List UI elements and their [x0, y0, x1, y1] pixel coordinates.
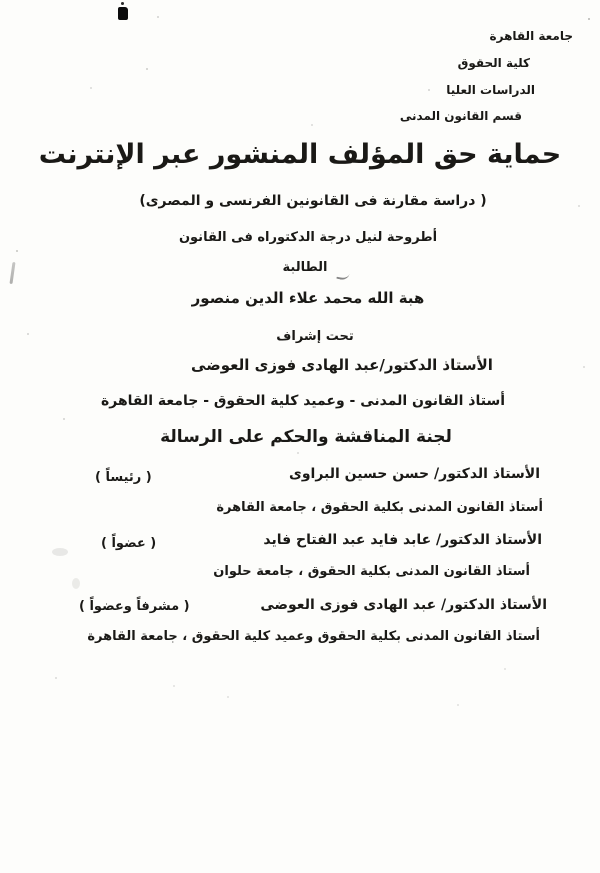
supervisor-title: أستاذ القانون المدنى - وعميد كلية الحقوق - جامعة القاهرة: [100, 393, 506, 409]
noise-speck: [157, 16, 159, 18]
noise-speck: [16, 250, 18, 252]
supervision-label: تحت إشراف: [276, 329, 354, 344]
department-name: قسم القانون المدنى: [399, 109, 522, 123]
thesis-title: حماية حق المؤلف المنشور عبر الإنترنت: [38, 139, 562, 170]
noise-speck: [311, 124, 313, 126]
graduate-studies-label: الدراسات العليا: [446, 83, 535, 97]
member-title: أستاذ القانون المدنى بكلية الحقوق ، جامعة حلوان: [213, 564, 530, 579]
member-role: ( رئيساً ): [95, 470, 152, 485]
member-role: ( عضواً ): [101, 536, 157, 551]
supervisor-name: الأستاذ الدكتور/عبد الهادى فوزى العوضى: [191, 356, 493, 374]
noise-speck: [588, 18, 590, 20]
noise-speck: [504, 668, 506, 670]
member-title: أستاذ القانون المدنى بكلية الحقوق وعميد كلية الحقوق ، جامعة القاهرة: [87, 629, 540, 644]
noise-speck: [173, 685, 175, 687]
committee-heading: لجنة المناقشة والحكم على الرسالة: [160, 427, 452, 447]
member-name: الأستاذ الدكتور/ عبد الهادى فوزى العوضى: [260, 597, 547, 613]
noise-speck: [90, 87, 92, 89]
noise-speck: [63, 418, 65, 420]
member-name: الأستاذ الدكتور/ حسن حسين البراوى: [289, 466, 540, 482]
ink-blot: [118, 7, 128, 20]
university-name: جامعة القاهرة: [489, 29, 573, 43]
degree-statement: أطروحة لنيل درجة الدكتوراه فى القانون: [178, 230, 438, 245]
noise-speck: [428, 89, 430, 91]
scan-smudge: [52, 548, 68, 556]
faculty-name: كلية الحقوق: [457, 56, 530, 70]
student-name: هبة الله محمد علاء الدين منصور: [191, 289, 425, 307]
noise-speck: [55, 677, 57, 679]
noise-speck: [146, 68, 148, 70]
scan-smudge: [72, 578, 80, 589]
member-title: أستاذ القانون المدنى بكلية الحقوق ، جامعة القاهرة: [216, 500, 543, 515]
noise-speck: [297, 452, 299, 454]
noise-speck: [457, 704, 459, 706]
student-label: الطالبة: [282, 260, 328, 275]
member-name: الأستاذ الدكتور/ عابد فايد عبد الفتاح فايد: [263, 532, 542, 548]
thesis-subtitle: ( دراسة مقارنة فى القانونين الفرنسى و المصرى): [139, 193, 487, 209]
noise-speck: [227, 696, 229, 698]
member-role: ( مشرفاً وعضواً ): [79, 599, 190, 614]
